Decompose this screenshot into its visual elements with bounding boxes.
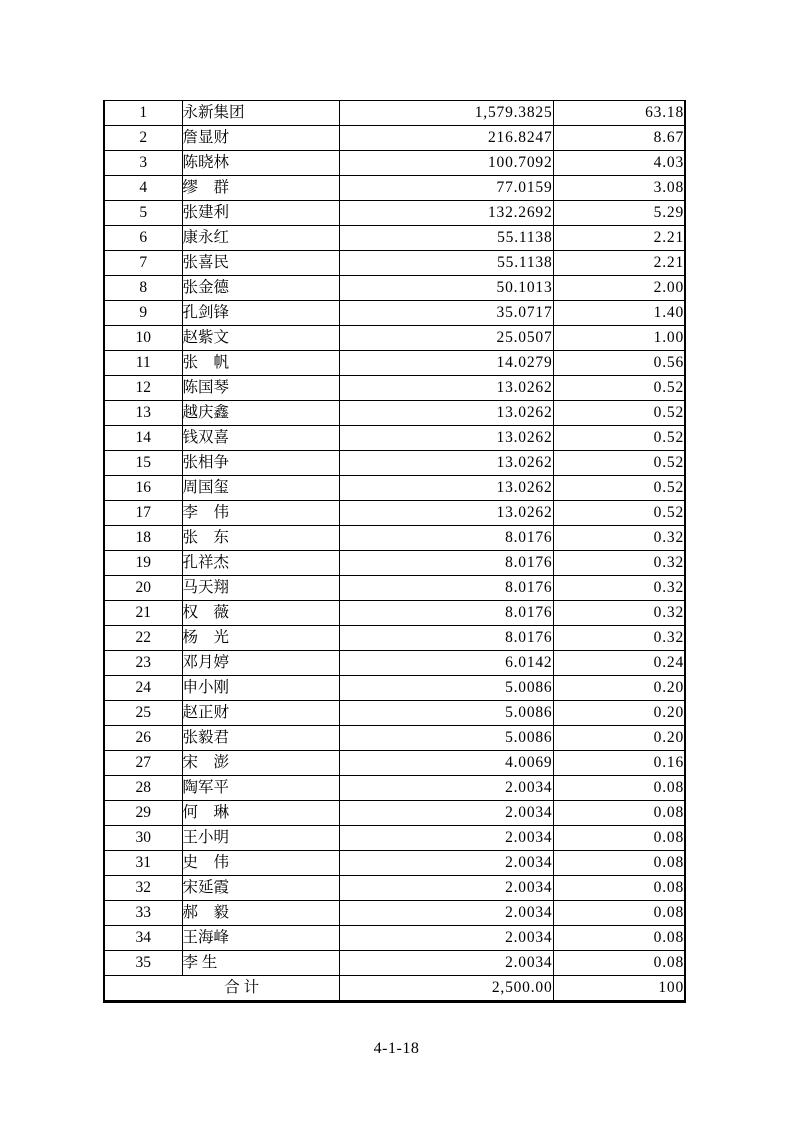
cell-amount: 55.1138 (339, 226, 553, 251)
table-row (104, 751, 685, 776)
table-row (104, 376, 685, 401)
cell-row-number: 22 (104, 626, 182, 651)
cell-shareholder-name: 陶军平 (182, 776, 339, 801)
table-row (104, 601, 685, 626)
cell-row-number: 19 (104, 551, 182, 576)
cell-row-number: 32 (104, 876, 182, 901)
cell-row-number: 24 (104, 676, 182, 701)
cell-row-number: 14 (104, 426, 182, 451)
cell-row-number: 1 (104, 101, 182, 126)
cell-percent: 2.21 (553, 226, 685, 251)
cell-row-number: 28 (104, 776, 182, 801)
table-row (104, 351, 685, 376)
cell-shareholder-name: 李 生 (182, 951, 339, 976)
cell-amount: 2.0034 (339, 876, 553, 901)
cell-shareholder-name: 权 薇 (182, 601, 339, 626)
table-row (104, 476, 685, 501)
cell-row-number: 29 (104, 801, 182, 826)
cell-row-number: 34 (104, 926, 182, 951)
table-row (104, 551, 685, 576)
table-row (104, 651, 685, 676)
cell-amount: 5.0086 (339, 676, 553, 701)
cell-shareholder-name: 越庆鑫 (182, 401, 339, 426)
cell-row-number: 6 (104, 226, 182, 251)
table-row (104, 526, 685, 551)
cell-amount: 13.0262 (339, 476, 553, 501)
total-amount: 2,500.00 (339, 976, 553, 1002)
cell-row-number: 8 (104, 276, 182, 301)
cell-shareholder-name: 张相争 (182, 451, 339, 476)
cell-shareholder-name: 陈晓林 (182, 151, 339, 176)
table-row (104, 401, 685, 426)
cell-row-number: 9 (104, 301, 182, 326)
cell-shareholder-name: 张建利 (182, 201, 339, 226)
cell-percent: 0.52 (553, 476, 685, 501)
cell-amount: 6.0142 (339, 651, 553, 676)
table-row (104, 276, 685, 301)
cell-row-number: 35 (104, 951, 182, 976)
cell-row-number: 27 (104, 751, 182, 776)
cell-amount: 50.1013 (339, 276, 553, 301)
cell-percent: 0.24 (553, 651, 685, 676)
cell-shareholder-name: 宋 澎 (182, 751, 339, 776)
cell-row-number: 30 (104, 826, 182, 851)
cell-amount: 8.0176 (339, 576, 553, 601)
cell-row-number: 4 (104, 176, 182, 201)
cell-percent: 0.32 (553, 551, 685, 576)
cell-shareholder-name: 史 伟 (182, 851, 339, 876)
cell-percent: 1.40 (553, 301, 685, 326)
cell-row-number: 21 (104, 601, 182, 626)
cell-percent: 0.08 (553, 901, 685, 926)
cell-shareholder-name: 孔祥杰 (182, 551, 339, 576)
total-percent: 100 (553, 976, 685, 1002)
page-number: 4-1-18 (373, 1040, 420, 1057)
cell-row-number: 5 (104, 201, 182, 226)
cell-row-number: 23 (104, 651, 182, 676)
total-label: 合 计 (104, 976, 339, 1002)
cell-shareholder-name: 赵紫文 (182, 326, 339, 351)
cell-shareholder-name: 康永红 (182, 226, 339, 251)
cell-amount: 13.0262 (339, 451, 553, 476)
shareholder-table-body (104, 101, 685, 976)
table-row (104, 826, 685, 851)
cell-row-number: 20 (104, 576, 182, 601)
cell-amount: 8.0176 (339, 526, 553, 551)
cell-row-number: 26 (104, 726, 182, 751)
table-row (104, 426, 685, 451)
cell-shareholder-name: 张金德 (182, 276, 339, 301)
cell-percent: 0.08 (553, 776, 685, 801)
table-row (104, 926, 685, 951)
cell-amount: 8.0176 (339, 601, 553, 626)
cell-percent: 0.08 (553, 951, 685, 976)
cell-row-number: 7 (104, 251, 182, 276)
cell-percent: 0.56 (553, 351, 685, 376)
cell-amount: 35.0717 (339, 301, 553, 326)
cell-amount: 5.0086 (339, 726, 553, 751)
table-row (104, 126, 685, 151)
cell-percent: 8.67 (553, 126, 685, 151)
cell-percent: 0.52 (553, 451, 685, 476)
cell-shareholder-name: 何 琳 (182, 801, 339, 826)
cell-percent: 2.00 (553, 276, 685, 301)
shareholder-table (103, 100, 686, 1003)
cell-shareholder-name: 马天翔 (182, 576, 339, 601)
table-row (104, 676, 685, 701)
cell-row-number: 18 (104, 526, 182, 551)
cell-shareholder-name: 钱双喜 (182, 426, 339, 451)
cell-shareholder-name: 邓月婷 (182, 651, 339, 676)
cell-shareholder-name: 申小刚 (182, 676, 339, 701)
cell-shareholder-name: 杨 光 (182, 626, 339, 651)
table-row (104, 951, 685, 976)
cell-shareholder-name: 缪 群 (182, 176, 339, 201)
cell-amount: 216.8247 (339, 126, 553, 151)
cell-amount: 13.0262 (339, 426, 553, 451)
cell-shareholder-name: 王海峰 (182, 926, 339, 951)
cell-percent: 2.21 (553, 251, 685, 276)
cell-amount: 8.0176 (339, 551, 553, 576)
cell-amount: 77.0159 (339, 176, 553, 201)
cell-percent: 0.08 (553, 826, 685, 851)
cell-row-number: 33 (104, 901, 182, 926)
table-row (104, 101, 685, 126)
table-row (104, 301, 685, 326)
table-row (104, 876, 685, 901)
cell-percent: 1.00 (553, 326, 685, 351)
cell-percent: 0.32 (553, 626, 685, 651)
cell-shareholder-name: 赵正财 (182, 701, 339, 726)
cell-shareholder-name: 詹显财 (182, 126, 339, 151)
cell-percent: 0.32 (553, 576, 685, 601)
table-row (104, 201, 685, 226)
cell-amount: 13.0262 (339, 376, 553, 401)
cell-amount: 14.0279 (339, 351, 553, 376)
cell-amount: 2.0034 (339, 801, 553, 826)
cell-percent: 5.29 (553, 201, 685, 226)
cell-shareholder-name: 郝 毅 (182, 901, 339, 926)
cell-percent: 0.52 (553, 426, 685, 451)
cell-percent: 0.08 (553, 926, 685, 951)
cell-amount: 2.0034 (339, 851, 553, 876)
cell-shareholder-name: 周国玺 (182, 476, 339, 501)
cell-amount: 13.0262 (339, 401, 553, 426)
table-row (104, 501, 685, 526)
cell-shareholder-name: 张毅君 (182, 726, 339, 751)
cell-shareholder-name: 张喜民 (182, 251, 339, 276)
cell-amount: 2.0034 (339, 901, 553, 926)
cell-percent: 0.32 (553, 601, 685, 626)
cell-row-number: 13 (104, 401, 182, 426)
total-row (104, 976, 685, 1002)
cell-amount: 132.2692 (339, 201, 553, 226)
table-row (104, 151, 685, 176)
cell-shareholder-name: 永新集团 (182, 101, 339, 126)
cell-amount: 100.7092 (339, 151, 553, 176)
cell-row-number: 2 (104, 126, 182, 151)
cell-amount: 2.0034 (339, 826, 553, 851)
cell-shareholder-name: 陈国琴 (182, 376, 339, 401)
cell-percent: 0.20 (553, 701, 685, 726)
cell-amount: 5.0086 (339, 701, 553, 726)
cell-percent: 0.20 (553, 726, 685, 751)
cell-row-number: 10 (104, 326, 182, 351)
cell-shareholder-name: 李 伟 (182, 501, 339, 526)
cell-percent: 0.52 (553, 401, 685, 426)
cell-percent: 4.03 (553, 151, 685, 176)
table-row (104, 801, 685, 826)
table-row (104, 576, 685, 601)
cell-row-number: 3 (104, 151, 182, 176)
cell-row-number: 12 (104, 376, 182, 401)
cell-percent: 0.16 (553, 751, 685, 776)
cell-shareholder-name: 王小明 (182, 826, 339, 851)
cell-percent: 63.18 (553, 101, 685, 126)
cell-amount: 2.0034 (339, 926, 553, 951)
cell-shareholder-name: 孔剑锋 (182, 301, 339, 326)
table-row (104, 901, 685, 926)
table-row (104, 626, 685, 651)
shareholder-table-total (104, 976, 685, 1002)
cell-percent: 0.08 (553, 801, 685, 826)
cell-percent: 0.08 (553, 876, 685, 901)
cell-percent: 0.20 (553, 676, 685, 701)
cell-row-number: 15 (104, 451, 182, 476)
table-row (104, 776, 685, 801)
cell-row-number: 25 (104, 701, 182, 726)
cell-percent: 0.08 (553, 851, 685, 876)
cell-amount: 4.0069 (339, 751, 553, 776)
table-row (104, 176, 685, 201)
cell-percent: 0.52 (553, 376, 685, 401)
cell-amount: 2.0034 (339, 951, 553, 976)
cell-percent: 0.32 (553, 526, 685, 551)
table-row (104, 851, 685, 876)
table-row (104, 726, 685, 751)
table-row (104, 326, 685, 351)
cell-shareholder-name: 张 帆 (182, 351, 339, 376)
cell-row-number: 16 (104, 476, 182, 501)
cell-amount: 1,579.3825 (339, 101, 553, 126)
cell-shareholder-name: 张 东 (182, 526, 339, 551)
cell-row-number: 11 (104, 351, 182, 376)
cell-amount: 55.1138 (339, 251, 553, 276)
cell-amount: 2.0034 (339, 776, 553, 801)
cell-amount: 8.0176 (339, 626, 553, 651)
cell-amount: 25.0507 (339, 326, 553, 351)
table-row (104, 226, 685, 251)
cell-row-number: 31 (104, 851, 182, 876)
table-row (104, 451, 685, 476)
table-row (104, 251, 685, 276)
cell-percent: 0.52 (553, 501, 685, 526)
cell-percent: 3.08 (553, 176, 685, 201)
cell-amount: 13.0262 (339, 501, 553, 526)
cell-shareholder-name: 宋延霞 (182, 876, 339, 901)
cell-row-number: 17 (104, 501, 182, 526)
table-row (104, 701, 685, 726)
